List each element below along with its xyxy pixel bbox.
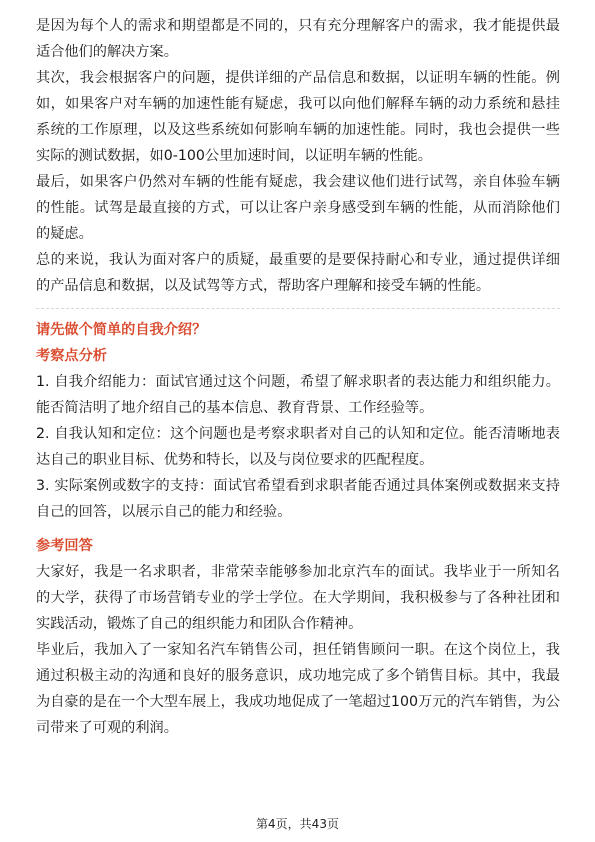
page-number: 第4页，共43页 — [256, 817, 339, 831]
spacer — [36, 525, 560, 533]
answer-paragraph: 毕业后，我加入了一家知名汽车销售公司，担任销售顾问一职。在这个岗位上，我通过积极主动的沟通和良好的服务意识，成功地完成了多个销售目标。其中，我最为自豪的是在一个大型车展上，我成功地促成了一笔超过100万元的汽车销售，为公司带来了可观的利润。 — [36, 642, 560, 736]
answer-heading: 参考回答 — [36, 538, 93, 554]
body-paragraph: 最后，如果客户仍然对车辆的性能有疑虑，我会建议他们进行试驾，亲自体验车辆的性能。试驾是最直接的方式，可以让客户亲身感受到车辆的性能，从而消除他们的疑虑。 — [36, 174, 560, 242]
analysis-item: 3. 实际案例或数字的支持：面试官希望看到求职者能否通过具体案例或数据来支持自己的回答，以展示自己的能力和经验。 — [36, 478, 560, 520]
body-paragraph: 其次，我会根据客户的问题，提供详细的产品信息和数据，以证明车辆的性能。例如，如果客户对车辆的加速性能有疑虑，我可以向他们解释车辆的动力系统和悬挂系统的工作原理，以及这些系统如何影响车辆的加速性能。同时，我也会提供一些实际的测试数据，如0-100公里加速时间，以证明车辆的性能。 — [36, 70, 560, 164]
document-body — [36, 13, 560, 741]
analysis-item: 2. 自我认知和定位：这个问题也是考察求职者对自己的认知和定位。能否清晰地表达自己的职业目标、优势和特长，以及与岗位要求的匹配程度。 — [36, 426, 560, 468]
body-paragraph: 总的来说，我认为面对客户的质疑，最重要的是要保持耐心和专业，通过提供详细的产品信息和数据，以及试驾等方式，帮助客户理解和接受车辆的性能。 — [36, 252, 560, 294]
analysis-heading: 考察点分析 — [36, 348, 107, 364]
question-title: 请先做个简单的自我介绍？ — [36, 322, 207, 338]
section-divider — [36, 308, 560, 309]
answer-paragraph: 大家好，我是一名求职者，非常荣幸能够参加北京汽车的面试。我毕业于一所知名的大学，获得了市场营销专业的学士学位。在大学期间，我积极参与了各种社团和实践活动，锻炼了自己的组织能力和团队合作精神。 — [36, 564, 560, 632]
analysis-item: 1. 自我介绍能力：面试官通过这个问题，希望了解求职者的表达能力和组织能力。能否简洁明了地介绍自己的基本信息、教育背景、工作经验等。 — [36, 374, 560, 416]
body-paragraph: 是因为每个人的需求和期望都是不同的，只有充分理解客户的需求，我才能提供最适合他们的解决方案。 — [36, 18, 560, 60]
